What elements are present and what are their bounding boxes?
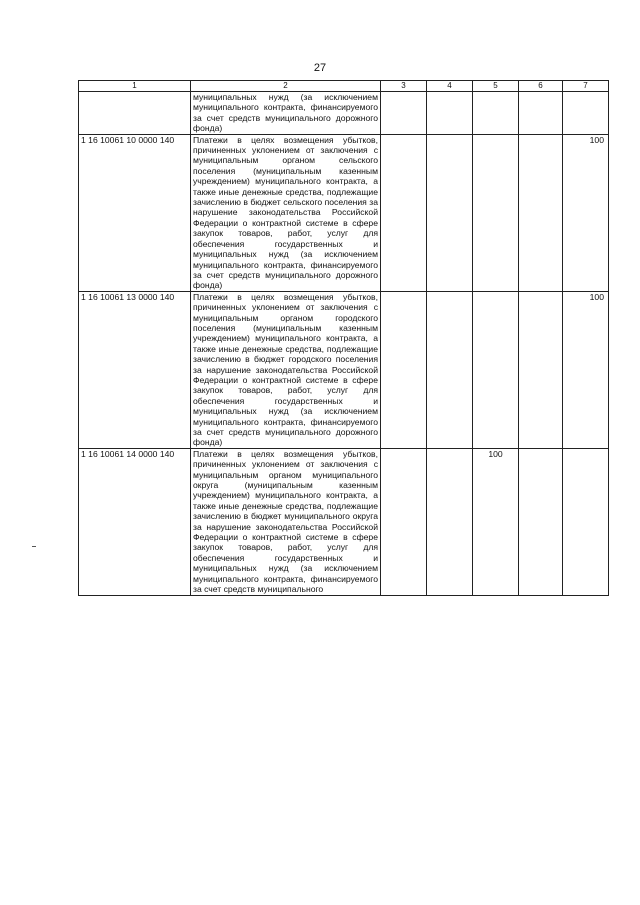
budget-code-cell: 1 16 10061 10 0000 140 (79, 134, 191, 291)
table-header-row (79, 81, 609, 92)
value-cell (519, 448, 563, 595)
page-number: 27 (313, 62, 327, 74)
value-cell (427, 291, 473, 448)
value-cell (563, 92, 609, 135)
budget-code-cell: 1 16 10061 13 0000 140 (79, 291, 191, 448)
value-cell (381, 92, 427, 135)
value-cell (381, 134, 427, 291)
budget-code-cell: 1 16 10061 14 0000 140 (79, 448, 191, 595)
table-row (79, 448, 609, 595)
description-cell: Платежи в целях возмещения убытков, причиненных уклонением от заключения с муниципальным органом сельского поселения (муниципальным казенным учреждением) муниципального контракта, а также иные денежные средства, подлежащие зачислению в бюджет сельского поселения за нарушение законодательства Российской Федерации о контрактной системе в сфере закупок товаров, работ, услуг для обеспечения государственных и муниципальных нужд (за исключением муниципального контракта, финансируемого за счет средств муниципального дорожного фонда) (191, 134, 381, 291)
value-cell (473, 291, 519, 448)
value-cell (473, 134, 519, 291)
column-header: 4 (427, 81, 473, 92)
value-cell (427, 448, 473, 595)
value-cell (563, 448, 609, 595)
value-cell: 100 (563, 291, 609, 448)
description-cell: Платежи в целях возмещения убытков, причиненных уклонением от заключения с муниципальным органом муниципального округа (муниципальным казенным учреждением) муниципального контракта, а также иные денежные средства, подлежащие зачислению в бюджет муниципального округа за нарушение законодательства Российской Федерации о контрактной системе в сфере закупок товаров, работ, услуг для обеспечения государственных и муниципальных нужд (за исключением муниципального контракта, финансируемого за счет средств муниципального (191, 448, 381, 595)
column-header: 7 (563, 81, 609, 92)
column-header: 2 (191, 81, 381, 92)
value-cell (427, 134, 473, 291)
description-cell: муниципальных нужд (за исключением муниципального контракта, финансируемого за счет средств муниципального дорожного фонда) (191, 92, 381, 135)
value-cell (473, 92, 519, 135)
value-cell (519, 92, 563, 135)
value-cell: 100 (473, 448, 519, 595)
description-cell: Платежи в целях возмещения убытков, причиненных уклонением от заключения с муниципальным органом городского поселения (муниципальным казенным учреждением) муниципального контракта, а также иные денежные средства, подлежащие зачислению в бюджет городского поселения за нарушение законодательства Российской Федерации о контрактной системе в сфере закупок товаров, работ, услуг для обеспечения государственных и муниципальных нужд (за исключением муниципального контракта, финансируемого за счет средств муниципального дорожного фонда) (191, 291, 381, 448)
scan-artifact (32, 546, 36, 547)
column-header: 6 (519, 81, 563, 92)
value-cell (381, 291, 427, 448)
value-cell (381, 448, 427, 595)
column-header: 3 (381, 81, 427, 92)
value-cell: 100 (563, 134, 609, 291)
table-row (79, 291, 609, 448)
table-row (79, 134, 609, 291)
value-cell (427, 92, 473, 135)
column-header: 1 (79, 81, 191, 92)
revenue-table (78, 80, 609, 596)
column-header: 5 (473, 81, 519, 92)
value-cell (519, 134, 563, 291)
value-cell (519, 291, 563, 448)
budget-code-cell (79, 92, 191, 135)
table-row (79, 92, 609, 135)
